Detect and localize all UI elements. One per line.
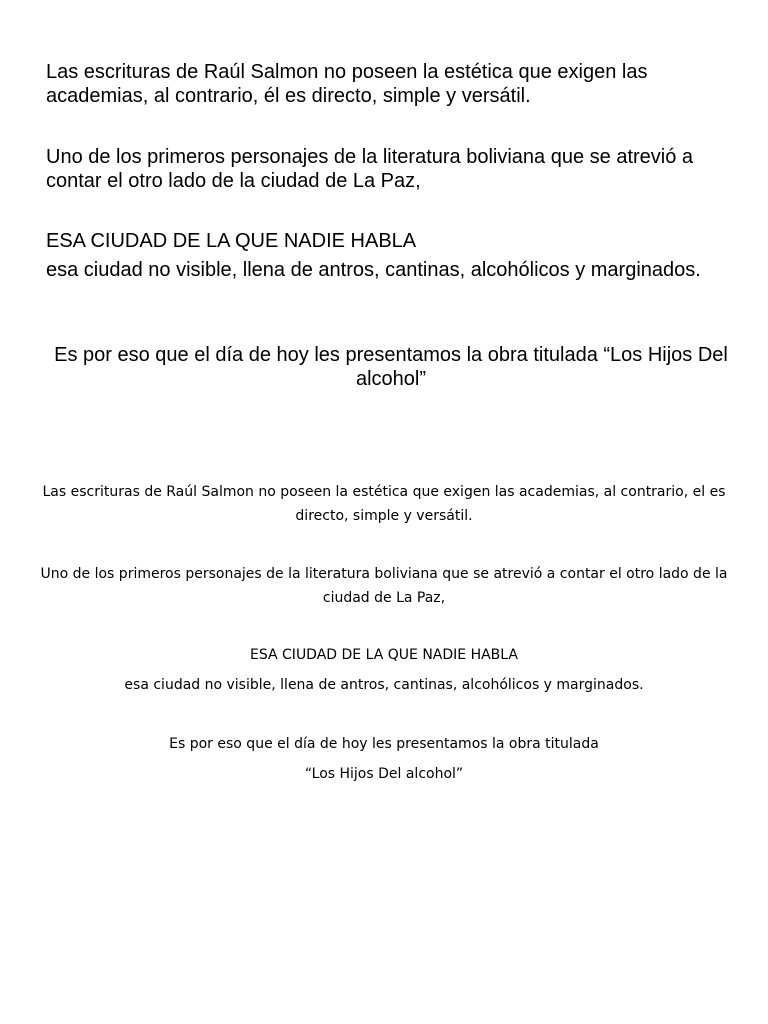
top-heading: ESA CIUDAD DE LA QUE NADIE HABLA [46, 230, 417, 252]
top-paragraph-1: Las escrituras de Raúl Salmon no poseen la estética que exigen las academias, al contrario, él es directo, simple y versátil. [46, 61, 648, 107]
top-paragraph-4: Es por eso que el día de hoy les presentamos la obra titulada “Los Hijos Del alcohol” [54, 344, 728, 390]
top-paragraph-2: Uno de los primeros personajes de la literatura boliviana que se atrevió a contar el otro lado de la ciudad de La Paz, [46, 146, 694, 192]
bottom-heading: ESA CIUDAD DE LA QUE NADIE HABLA [250, 647, 518, 663]
top-paragraph-3: esa ciudad no visible, llena de antros, cantinas, alcohólicos y marginados. [46, 259, 701, 281]
bottom-paragraph-1: Las escrituras de Raúl Salmon no poseen la estética que exigen las academias, al contrario, el es directo, simple y versátil. [42, 484, 726, 524]
bottom-paragraph-3: esa ciudad no visible, llena de antros, cantinas, alcohólicos y marginados. [124, 677, 644, 693]
bottom-title-line: “Los Hijos Del alcohol” [304, 766, 464, 782]
bottom-paragraph-2: Uno de los primeros personajes de la literatura boliviana que se atrevió a contar el otro lado de la ciudad de La Paz, [40, 566, 728, 606]
bottom-paragraph-4: Es por eso que el día de hoy les presentamos la obra titulada [169, 736, 599, 752]
